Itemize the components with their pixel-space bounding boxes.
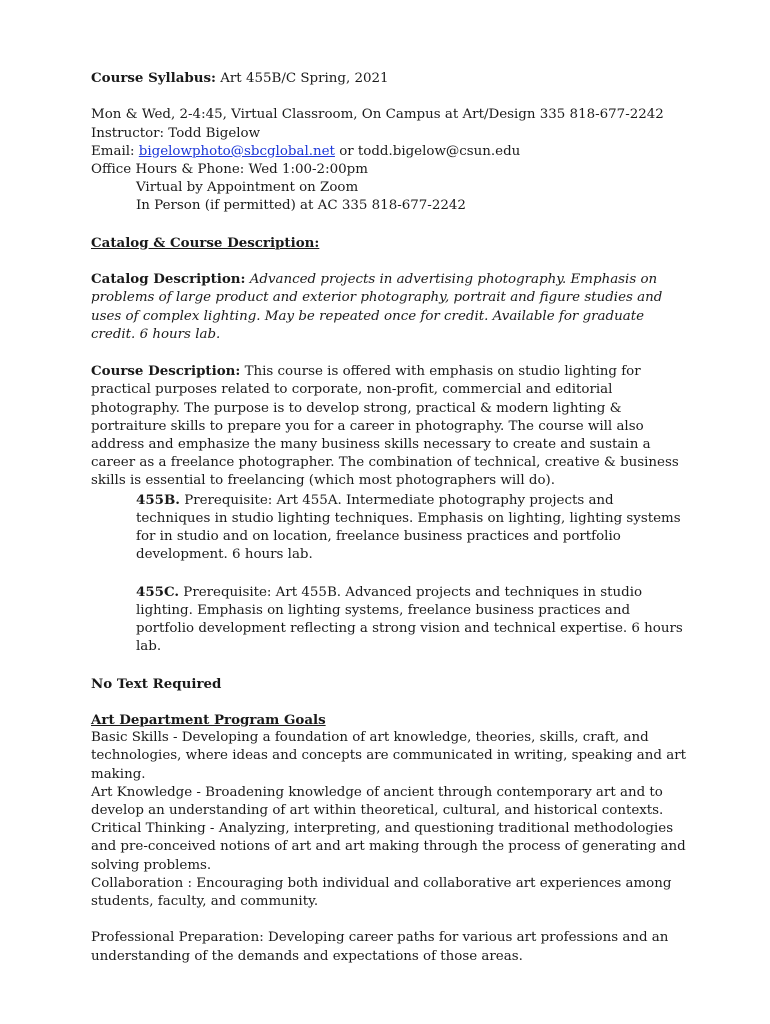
course-455c-text: Prerequisite: Art 455B. Advanced projects and techniques in studio lighting. Emphasis on lighting systems, freelance business practices and portfolio development reflecting a strong vision and technical expertise. 6 hours lab. (136, 584, 683, 655)
goal-professional-preparation: Professional Preparation: Developing career paths for various art professions and an understanding of the demands and expectations of those areas. (91, 930, 669, 964)
catalog-description (91, 270, 691, 344)
course-455c (91, 583, 691, 657)
office-hours-line: Office Hours & Phone: Wed 1:00-2:00pm (91, 162, 368, 177)
email-label: Email: (91, 143, 139, 159)
course-text: This course is offered with emphasis on studio lighting for practical purposes related to corporate, non-profit, commercial and editorial photography. The purpose is to develop strong, practical & modern lighting & portraiture skills to prepare you for a career in photography. The course will also address and emphasize the many business skills necessary to create and sustain a career as a freelance photographer. The combination of technical, creative & business skills is essential to freelancing (which most photographers will do). (91, 364, 679, 489)
course-455c-label: 455C. (136, 583, 180, 600)
course-455b-text: Prerequisite: Art 455A. Intermediate photography projects and techniques in studio lighting techniques. Emphasis on lighting, lighting systems for in studio and on location, freelance business practices and portfolio development. 6 hours lab. (136, 492, 681, 563)
goal-critical-thinking: Critical Thinking - Analyzing, interpreting, and questioning traditional methodologies and pre-conceived notions of art and art making through the process of generating and solving problems. (91, 821, 686, 873)
goal-art-knowledge: Art Knowledge - Broadening knowledge of ancient through contemporary art and to develop an understanding of art within theoretical, cultural, and historical contexts. (91, 784, 664, 819)
instructor-line: Instructor: Todd Bigelow (91, 125, 261, 141)
virtual-hours-line: Virtual by Appointment on Zoom (136, 180, 359, 196)
schedule-line: Mon & Wed, 2-4:45, Virtual Classroom, On Campus at Art/Design 335 818-677-2242 (91, 107, 664, 123)
email-link[interactable]: bigelowphoto@sbcglobal.net (138, 143, 335, 159)
catalog-text: Advanced projects in advertising photography. Emphasis on problems of large product and exterior photography, portrait and figure studies and uses of complex lighting. May be repeated once for credit. Available for graduate credit. 6 hours lab. (91, 272, 663, 342)
syllabus-label: Course Syllabus: (91, 70, 216, 86)
email-line (91, 143, 691, 161)
catalog-label: Catalog Description: (91, 271, 246, 288)
goal-basic-skills: Basic Skills - Developing a foundation of art knowledge, theories, skills, craft, and technologies, where ideas and concepts are communicated in writing, speaking and art making. (91, 730, 686, 782)
syllabus-value: Art 455B/C Spring, 2021 (215, 71, 389, 86)
course-description (91, 362, 691, 490)
syllabus-title (91, 69, 691, 88)
course-label: Course Description: (91, 363, 241, 380)
no-text-required: No Text Required (91, 675, 222, 692)
email-rest: or todd.bigelow@csun.edu (334, 143, 521, 159)
goals-heading: Art Department Program Goals (91, 712, 326, 728)
course-455b (91, 491, 691, 565)
in-person-hours-line: In Person (if permitted) at AC 335 818-677-2242 (136, 198, 466, 214)
catalog-heading: Catalog & Course Description: (91, 234, 320, 251)
course-455b-label: 455B. (136, 491, 180, 508)
goal-collaboration: Collaboration : Encouraging both individual and collaborative art experiences among students, faculty, and community. (91, 875, 672, 910)
document-body (91, 69, 691, 966)
